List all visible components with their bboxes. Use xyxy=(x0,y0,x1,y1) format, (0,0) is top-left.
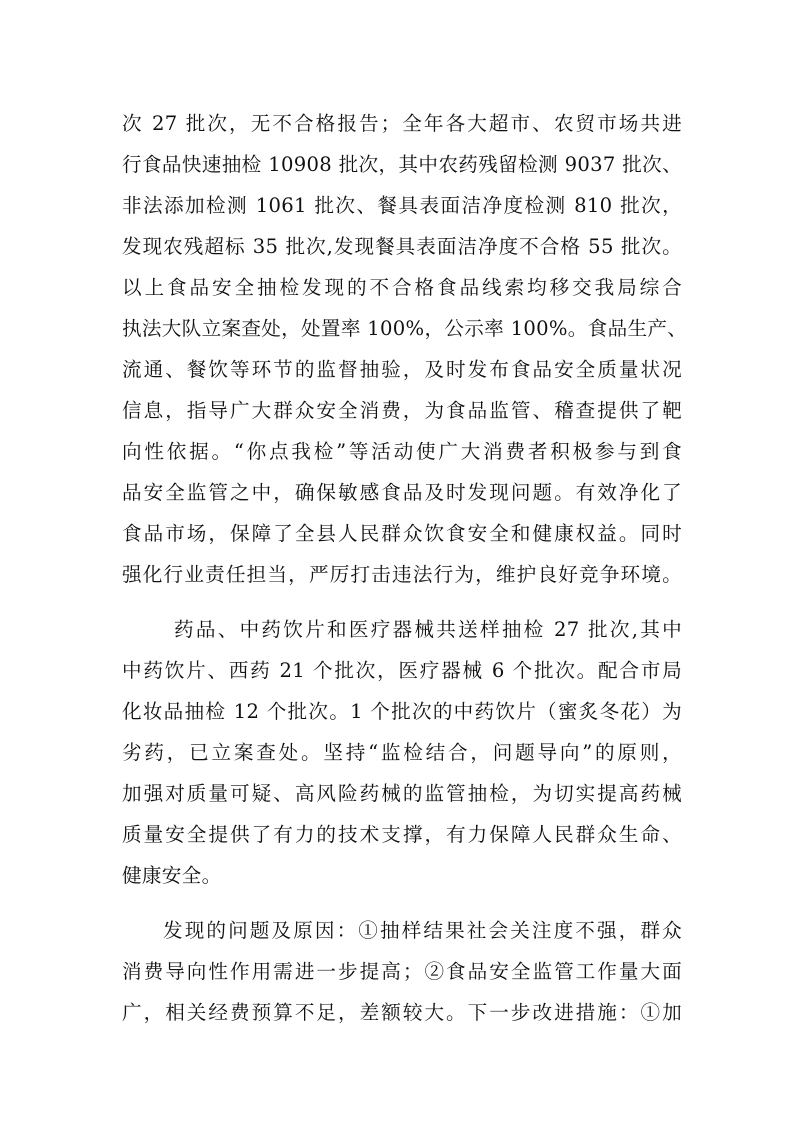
text-line: 药品、中药饮片和医疗器械共送样抽检 27 批次,其中 xyxy=(174,618,682,641)
text-line: 信息，指导广大群众安全消费，为食品监管、稽查提供了靶 xyxy=(122,399,682,422)
text-line: 流通、餐饮等环节的监督抽验，及时发布食品安全质量状况 xyxy=(122,358,682,381)
text-line: 发现农残超标 35 批次,发现餐具表面洁净度不合格 55 批次。 xyxy=(122,235,682,258)
text-line: 向性依据。“你点我检”等活动使广大消费者积极参与到食 xyxy=(122,440,682,463)
text-line: 发现的问题及原因：①抽样结果社会关注度不强，群众 xyxy=(163,919,682,942)
text-line: 食品市场，保障了全县人民群众饮食安全和健康权益。同时 xyxy=(122,522,682,545)
text-line: 健康安全。 xyxy=(122,864,222,887)
text-line: 中药饮片、西药 21 个批次，医疗器械 6 个批次。配合市局 xyxy=(122,659,682,682)
text-line: 强化行业责任担当，严厉打击违法行为，维护良好竞争环境。 xyxy=(122,563,682,586)
text-line: 劣药，已立案查处。坚持“监检结合，问题导向”的原则， xyxy=(122,741,682,764)
text-line: 消费导向性作用需进一步提高；②食品安全监管工作量大面 xyxy=(122,960,682,983)
text-line: 非法添加检测 1061 批次、餐具表面洁净度检测 810 批次， xyxy=(122,194,682,217)
text-line: 加强对质量可疑、高风险药械的监管抽检，为切实提高药械 xyxy=(122,782,682,805)
text-line: 执法大队立案查处，处置率 100%，公示率 100%。食品生产、 xyxy=(122,317,688,340)
text-line: 品安全监管之中，确保敏感食品及时发现问题。有效净化了 xyxy=(122,481,682,504)
text-line: 广，相关经费预算不足，差额较大。下一步改进措施：①加 xyxy=(122,1001,682,1024)
text-line: 化妆品抽检 12 个批次。1 个批次的中药饮片（蜜炙冬花）为 xyxy=(122,700,682,723)
text-line: 质量安全提供了有力的技术支撑，有力保障人民群众生命、 xyxy=(122,823,682,846)
text-line: 行食品快速抽检 10908 批次，其中农药残留检测 9037 批次、 xyxy=(122,153,682,176)
text-line: 次 27 批次，无不合格报告；全年各大超市、农贸市场共进 xyxy=(122,112,682,135)
text-line: 以上食品安全抽检发现的不合格食品线索均移交我局综合 xyxy=(122,276,682,299)
